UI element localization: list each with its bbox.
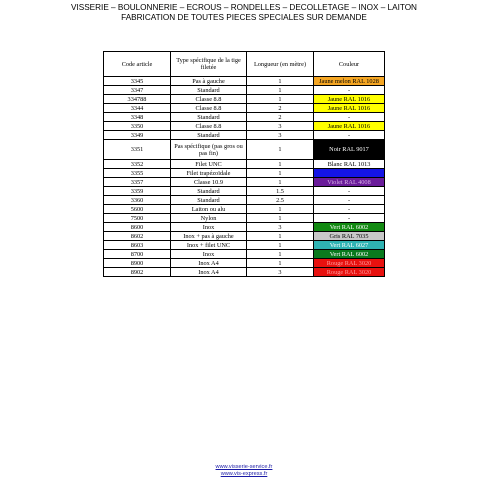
cell-length: 1.5 [247, 187, 314, 196]
table-row [104, 205, 385, 214]
table-row [104, 160, 385, 169]
cell-code: 3355 [104, 169, 171, 178]
cell-code: 8603 [104, 241, 171, 250]
cell-color: Jaune RAL 1016 [314, 95, 385, 104]
table-row [104, 169, 385, 178]
table-row [104, 241, 385, 250]
table-header-row [104, 52, 385, 77]
cell-length: 1 [247, 232, 314, 241]
cell-code: 3352 [104, 160, 171, 169]
cell-color: Blanc RAL 1013 [314, 160, 385, 169]
cell-length: 1 [247, 214, 314, 223]
cell-type: Filet UNC [171, 160, 247, 169]
cell-length: 1 [247, 77, 314, 86]
cell-type: Standard [171, 86, 247, 95]
table-row [104, 223, 385, 232]
table-row [104, 77, 385, 86]
cell-type: Pas spécifique (pas gros ou pas fin) [171, 140, 247, 160]
table-row [104, 86, 385, 95]
table-row [104, 214, 385, 223]
cell-length: 3 [247, 122, 314, 131]
cell-code: 8700 [104, 250, 171, 259]
cell-color: Vert RAL 6002 [314, 223, 385, 232]
cell-type: Inox + filet UNC [171, 241, 247, 250]
table-row [104, 187, 385, 196]
cell-color: - [314, 187, 385, 196]
cell-code: 3357 [104, 178, 171, 187]
cell-type: Classe 8.8 [171, 95, 247, 104]
cell-type: Classe 8.8 [171, 122, 247, 131]
cell-color: Gris RAL 7035 [314, 232, 385, 241]
cell-type: Inox [171, 250, 247, 259]
cell-type: Nylon [171, 214, 247, 223]
table-row [104, 178, 385, 187]
cell-code: 8900 [104, 259, 171, 268]
table-row [104, 131, 385, 140]
header-type: Type spécifique de la tige filetée [171, 52, 247, 77]
cell-length: 1 [247, 140, 314, 160]
table-row [104, 232, 385, 241]
header-length: Longueur (en mètre) [247, 52, 314, 77]
cell-type: Inox [171, 223, 247, 232]
cell-color: Jaune RAL 1016 [314, 104, 385, 113]
cell-code: 8602 [104, 232, 171, 241]
cell-code: 3359 [104, 187, 171, 196]
cell-code: 3360 [104, 196, 171, 205]
cell-length: 1 [247, 205, 314, 214]
cell-type: Standard [171, 187, 247, 196]
cell-length: 1 [247, 259, 314, 268]
cell-code: 3350 [104, 122, 171, 131]
cell-color: Vert RAL 6027 [314, 241, 385, 250]
cell-length: 3 [247, 223, 314, 232]
cell-code: 3351 [104, 140, 171, 160]
cell-length: 2.5 [247, 196, 314, 205]
table-row [104, 259, 385, 268]
cell-color: - [314, 131, 385, 140]
cell-code: 334788 [104, 95, 171, 104]
cell-code: 3348 [104, 113, 171, 122]
cell-color: - [314, 113, 385, 122]
cell-length: 2 [247, 113, 314, 122]
cell-code: 7500 [104, 214, 171, 223]
cell-color: Rouge RAL 3020 [314, 268, 385, 277]
header-color: Couleur [314, 52, 385, 77]
cell-color: - [314, 205, 385, 214]
cell-type: Inox + pas à gauche [171, 232, 247, 241]
website-link-2[interactable]: www.vis-express.fr [220, 471, 268, 477]
table-row [104, 113, 385, 122]
cell-code: 3345 [104, 77, 171, 86]
table-row [104, 95, 385, 104]
cell-code: 3347 [104, 86, 171, 95]
cell-color: Violet RAL 4008 [314, 178, 385, 187]
cell-type: Standard [171, 113, 247, 122]
website-link-1[interactable]: www.visserie-service.fr [215, 464, 273, 470]
cell-type: Pas à gauche [171, 77, 247, 86]
threaded-rod-table [103, 51, 385, 277]
cell-color: Vert RAL 6002 [314, 250, 385, 259]
cell-length: 3 [247, 131, 314, 140]
cell-code: 3349 [104, 131, 171, 140]
table-body [104, 77, 385, 277]
header-code: Code article [104, 52, 171, 77]
header-line-2: FABRICATION DE TOUTES PIECES SPECIALES SUR DEMANDE [121, 12, 367, 22]
cell-type: Laiton ou alu [171, 205, 247, 214]
cell-color: - [314, 196, 385, 205]
cell-color: Jaune RAL 1016 [314, 122, 385, 131]
cell-length: 1 [247, 95, 314, 104]
cell-type: Filet trapézoïdale [171, 169, 247, 178]
cell-type: Standard [171, 196, 247, 205]
header-line-1: VISSERIE – BOULONNERIE – ECROUS – RONDELLES – DECOLLETAGE – INOX – LAITON [71, 3, 417, 12]
cell-color: Jaune melon RAL 1028 [314, 77, 385, 86]
table-row [104, 104, 385, 113]
table-row [104, 140, 385, 160]
table-row [104, 250, 385, 259]
cell-code: 8902 [104, 268, 171, 277]
cell-type: Inox A4 [171, 259, 247, 268]
cell-color: - [314, 86, 385, 95]
cell-length: 2 [247, 104, 314, 113]
cell-length: 1 [247, 169, 314, 178]
cell-length: 1 [247, 86, 314, 95]
cell-length: 1 [247, 160, 314, 169]
cell-length: 1 [247, 241, 314, 250]
cell-length: 1 [247, 178, 314, 187]
cell-code: 5600 [104, 205, 171, 214]
table-row [104, 196, 385, 205]
cell-code: 8600 [104, 223, 171, 232]
cell-code: 3344 [104, 104, 171, 113]
cell-color: Rouge RAL 3020 [314, 259, 385, 268]
cell-type: Classe 8.8 [171, 104, 247, 113]
cell-type: Standard [171, 131, 247, 140]
cell-length: 3 [247, 268, 314, 277]
table-row [104, 268, 385, 277]
table-row [104, 122, 385, 131]
cell-type: Inox A4 [171, 268, 247, 277]
document-header [0, 3, 488, 22]
cell-color: - [314, 214, 385, 223]
cell-color: Noir RAL 9017 [314, 140, 385, 160]
footer [0, 464, 488, 478]
cell-length: 1 [247, 250, 314, 259]
cell-type: Classe 10.9 [171, 178, 247, 187]
cell-color [314, 169, 385, 178]
